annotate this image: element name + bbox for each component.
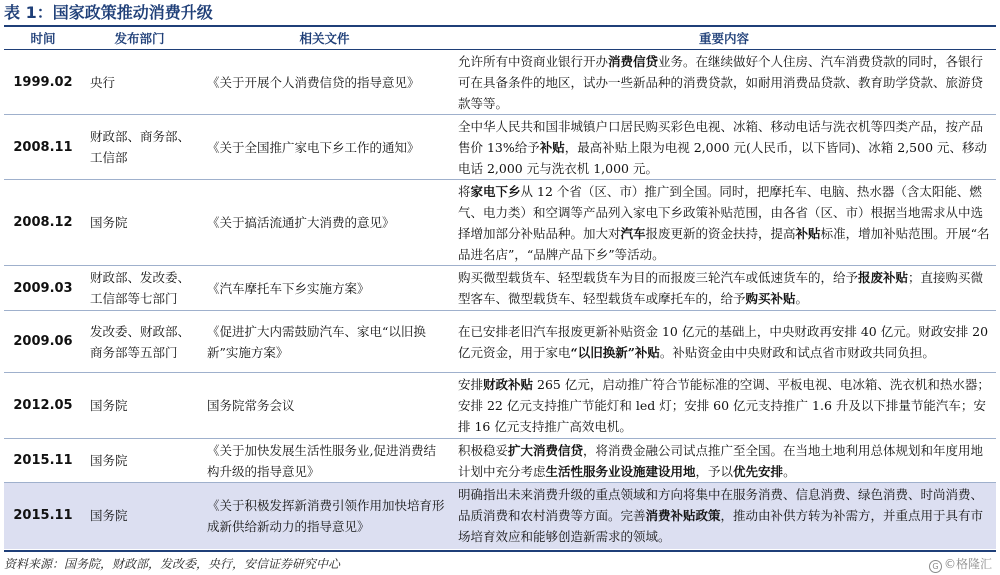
content-text: 明确指出未来消费升级的重点领域和方向将集中在服务消费、信息消费、绿色消费、时尚消费、品质消费和农村消费等方面。完善 — [458, 487, 984, 524]
table-row — [4, 311, 996, 373]
row-dept: 国务院 — [82, 439, 197, 483]
header-dept: 发布部门 — [82, 27, 197, 50]
bottom-rule — [4, 550, 996, 552]
row-doc: 《关于搞活流通扩大消费的意见》 — [197, 180, 452, 266]
emphasis-text: 优先安排 — [733, 463, 784, 479]
source-note: 资料来源：国务院，财政部，发改委，央行，安信证券研究中心 — [4, 557, 341, 571]
table-row — [4, 115, 996, 180]
table-title: 表 1：国家政策推动消费升级 — [4, 3, 213, 22]
header-content: 重要内容 — [452, 27, 996, 50]
row-dept: 财政部、商务部、工信部 — [82, 115, 197, 180]
emphasis-text: 扩大消费信贷 — [508, 442, 584, 458]
content-text: 从 12 个省（区、市）推广到全国。同时，把摩托车、电脑、热水器（含太阳能、燃气、电力类）和空调等产品列入家电下乡政策补贴范围，由各省（区、市）根据当地需求从中选择增加部分补贴品种。加大对 — [458, 183, 984, 241]
emphasis-text: 家电下乡 — [470, 183, 521, 199]
table-row — [4, 266, 996, 311]
row-content — [452, 115, 996, 180]
emphasis-text: 报废补贴 — [858, 270, 909, 285]
header-time: 时间 — [4, 27, 82, 50]
content-text: 。 — [783, 463, 796, 479]
table-row — [4, 439, 996, 483]
row-dept: 国务院 — [82, 180, 197, 266]
emphasis-text: 消费信贷 — [608, 53, 659, 69]
row-doc: 《关于积极发挥新消费引领作用加快培育形成新供给新动力的指导意见》 — [197, 483, 452, 549]
emphasis-text: 消费补贴政策 — [645, 508, 721, 524]
content-text: ，最高补贴上限为电视 2,000 元(人民币，以下皆同)、冰箱 2,500 元、移动电话 2,000 元与洗衣机 1,000 元。 — [458, 139, 987, 176]
row-doc: 《关于开展个人消费信贷的指导意见》 — [197, 50, 452, 115]
content-text: 业务。在继续做好个人住房、汽车消费贷款的同时，各银行可在具备条件的地区，试办一些新品种的消费贷款，如耐用消费品贷款、教育助学贷款、旅游贷款等等。 — [458, 53, 984, 111]
emphasis-text: 汽车 — [620, 225, 646, 241]
watermark-text: ©格隆汇 — [943, 557, 992, 571]
emphasis-text: 补贴 — [539, 139, 565, 155]
table-row — [4, 373, 996, 439]
content-text: 。补贴资金由中央财政和试点省市财政共同负担。 — [659, 344, 935, 360]
emphasis-text: 购买补贴 — [745, 291, 796, 306]
content-text: 标准，增加补贴范围。开展“名品进名店”，“品牌产品下乡”等活动。 — [458, 225, 990, 262]
header-row — [4, 27, 996, 50]
row-doc: 国务院常务会议 — [197, 373, 452, 439]
content-text: 允许所有中资商业银行开办 — [458, 53, 609, 69]
emphasis-text: 财政补贴 — [483, 377, 534, 392]
content-text: 购买微型载货车、轻型载货车为目的而报废三轮汽车或低速货车的，给予 — [458, 270, 859, 285]
row-content — [452, 180, 996, 266]
emphasis-text: 补贴 — [795, 225, 821, 241]
row-time: 2008.12 — [4, 180, 82, 266]
table-row — [4, 180, 996, 266]
row-content — [452, 373, 996, 439]
content-text: 将 — [458, 183, 471, 199]
row-content — [452, 266, 996, 311]
header-doc: 相关文件 — [197, 27, 452, 50]
watermark — [929, 555, 992, 573]
row-dept: 发改委、财政部、商务部等五部门 — [82, 311, 197, 373]
content-text: 。 — [795, 291, 809, 306]
table-row-highlighted — [4, 483, 996, 549]
row-dept: 财政部、发改委、工信部等七部门 — [82, 266, 197, 311]
row-doc: 《关于全国推广家电下乡工作的通知》 — [197, 115, 452, 180]
content-text: 在已安排老旧汽车报废更新补贴资金 10 亿元的基础上，中央财政再安排 40 亿元。财政安排 20 亿元资金，用于家电 — [458, 323, 989, 360]
row-doc: 《关于加快发展生活性服务业,促进消费结构升级的指导意见》 — [197, 439, 452, 483]
table-row — [4, 50, 996, 115]
watermark-logo-icon: G — [929, 560, 942, 573]
content-text: 全中华人民共和国非城镇户口居民购买彩色电视、冰箱、移动电话与洗衣机等四类产品，按产品售价 13%给予 — [458, 118, 984, 155]
row-doc: 《汽车摩托车下乡实施方案》 — [197, 266, 452, 311]
row-content — [452, 483, 996, 549]
content-text: ，予以 — [695, 463, 734, 479]
content-text: ；直接购买微型客车、微型载货车、轻型载货车或摩托车的，给予 — [458, 270, 984, 306]
content-text: 安排 — [458, 377, 484, 392]
content-text: 265 亿元，启动推广符合节能标准的空调、平板电视、电冰箱、洗衣机和热水器；安排 22 亿元支持推广节能灯和 led 灯；安排 60 亿元支持推广 1.6 升及以下排量节能汽车；安排 16 亿元支持推广高效电机。 — [458, 377, 990, 434]
row-time: 2009.06 — [4, 311, 82, 373]
content-text: 报废更新的资金扶持，提高 — [645, 225, 796, 241]
row-dept: 国务院 — [82, 373, 197, 439]
row-content — [452, 311, 996, 373]
emphasis-text: “以旧换新”补贴 — [570, 344, 660, 360]
row-time: 2009.03 — [4, 266, 82, 311]
content-text: 积极稳妥 — [458, 442, 509, 458]
row-time: 1999.02 — [4, 50, 82, 115]
content-text: ，推动由补供方转为补需方，并重点用于具有市场培育效应和能够创造新需求的领域。 — [458, 508, 984, 545]
policy-table — [4, 27, 996, 549]
emphasis-text: 生活性服务业设施建设用地 — [545, 463, 696, 479]
row-time: 2012.05 — [4, 373, 82, 439]
row-dept: 国务院 — [82, 483, 197, 549]
row-content — [452, 50, 996, 115]
row-doc: 《促进扩大内需鼓励汽车、家电“以旧换新”实施方案》 — [197, 311, 452, 373]
row-dept: 央行 — [82, 50, 197, 115]
row-time: 2015.11 — [4, 483, 82, 549]
row-content — [452, 439, 996, 483]
row-time: 2008.11 — [4, 115, 82, 180]
row-time: 2015.11 — [4, 439, 82, 483]
content-text: ，将消费金融公司试点推广至全国。在当地土地利用总体规划和年度用地计划中充分考虑 — [458, 442, 984, 479]
